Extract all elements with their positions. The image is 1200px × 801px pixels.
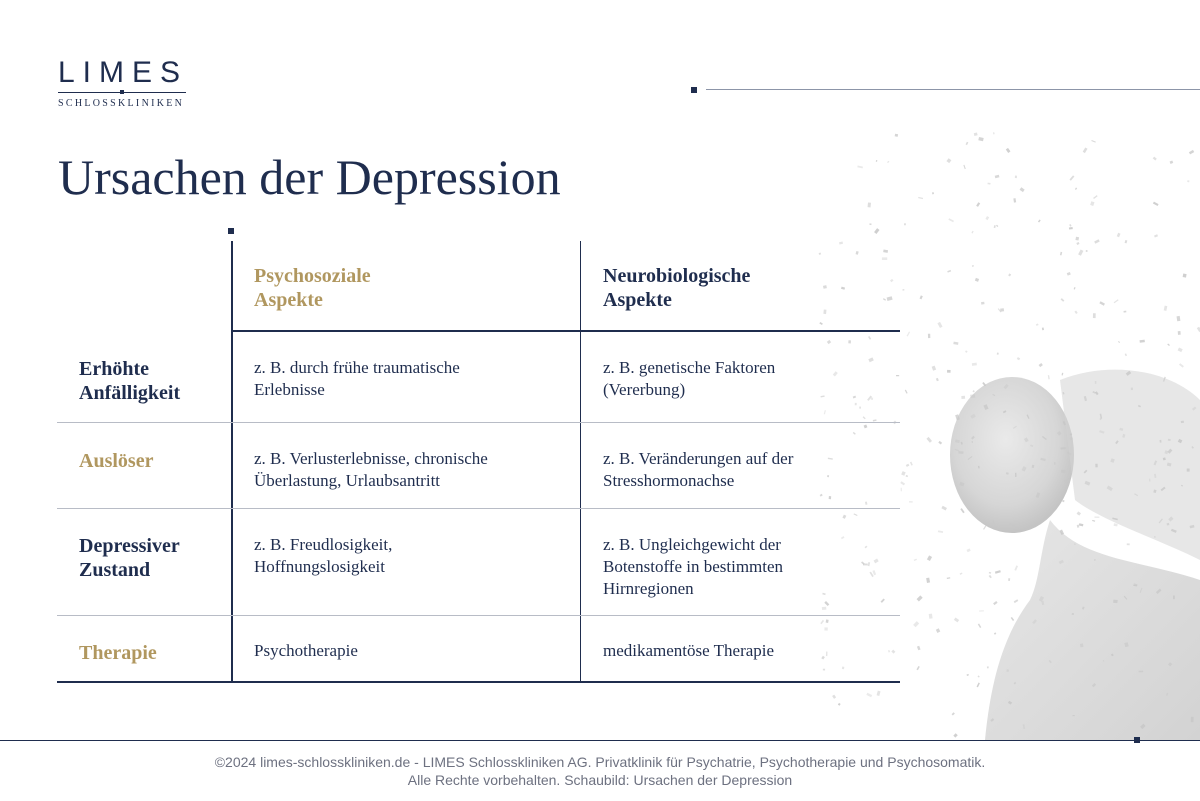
cell-depressive-state-psychosocial: z. B. Freudlosigkeit, Hoffnungslosigkeit <box>254 535 393 576</box>
footer-divider-line <box>0 740 1200 741</box>
row-header-depressive-state: Depressiver Zustand <box>79 535 180 581</box>
row-header-vulnerability: Erhöhte Anfälligkeit <box>79 358 181 404</box>
table-vertical-divider-middle <box>580 241 581 683</box>
top-marker-square <box>691 87 697 93</box>
column-header-neurobiological: Neurobiologische Aspekte <box>603 265 751 311</box>
cell-trigger-neurobiological: z. B. Veränderungen auf der Stresshormonachse <box>603 449 794 490</box>
row-header-trigger: Auslöser <box>79 450 154 472</box>
table-row-divider <box>57 508 900 509</box>
cell-depressive-state-neurobiological: z. B. Ungleichgewicht der Botenstoffe in bestimmten Hirnregionen <box>603 535 784 598</box>
cell-therapy-psychosocial: Psychotherapie <box>254 641 358 660</box>
limes-logo <box>58 56 189 109</box>
footer-copyright-line: ©2024 limes-schlosskliniken.de - LIMES Schlosskliniken AG. Privatklinik für Psychatrie, Psychotherapie und Psychosomatik. <box>214 754 986 770</box>
cell-vulnerability-psychosocial: z. B. durch frühe traumatische Erlebnisse <box>254 358 460 399</box>
row-header-therapy: Therapie <box>79 642 157 664</box>
column-header-psychosocial: Psychosoziale Aspekte <box>254 265 371 311</box>
table-marker-square <box>228 228 234 234</box>
cell-trigger-psychosocial: z. B. Verlusterlebnisse, chronische Überlastung, Urlaubsantritt <box>254 449 488 490</box>
footer <box>0 753 1200 789</box>
top-divider-line <box>706 89 1200 90</box>
footer-rights-line: Alle Rechte vorbehalten. Schaubild: Ursachen der Depression <box>407 772 793 788</box>
logo-subtitle: SCHLOSSKLINIKEN <box>58 98 185 109</box>
footer-marker-square <box>1134 737 1140 743</box>
table-row-divider <box>57 615 900 616</box>
table-header-rule <box>232 330 900 332</box>
cell-vulnerability-neurobiological: z. B. genetische Faktoren (Vererbung) <box>603 358 776 399</box>
table-bottom-rule <box>57 681 900 683</box>
cell-therapy-neurobiological: medikamentöse Therapie <box>603 641 775 660</box>
table-vertical-divider-main <box>231 241 233 683</box>
table-row-divider <box>57 422 900 423</box>
logo-dot <box>120 90 124 94</box>
page-title: Ursachen der Depression <box>58 149 561 205</box>
logo-wordmark: LIMES <box>58 56 189 89</box>
